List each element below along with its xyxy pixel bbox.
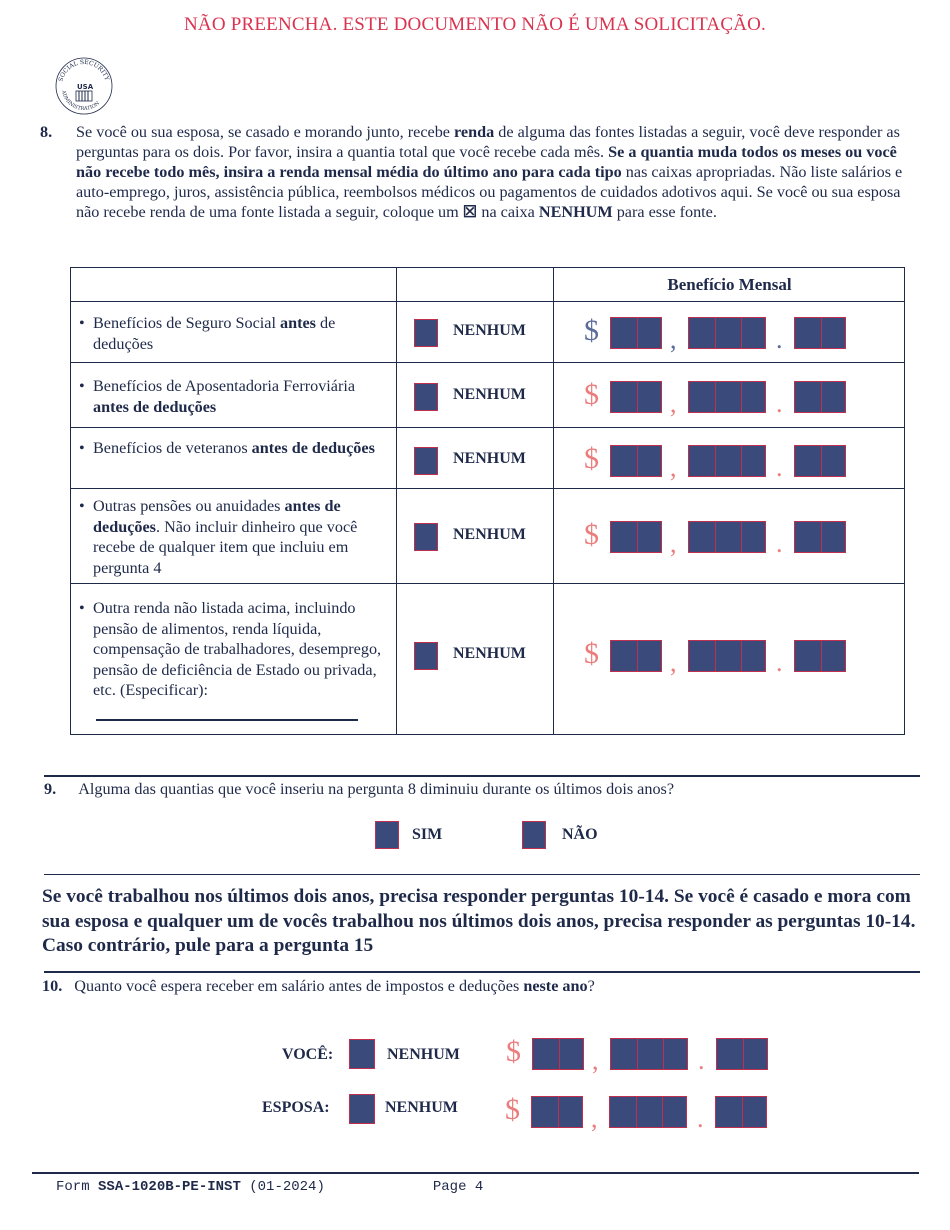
svg-text:USA: USA — [77, 83, 94, 91]
question-8-text: Se você ou sua esposa, se casado e morando junto, recebe renda de alguma das fontes listadas a seguir, você deve responder as perguntas para os dois. Por favor, insira a quantia total que você recebe cada mês. Se a quantia muda todos os meses ou você não recebe todo mês, insira a renda mensal média do último ano para cada tipo nas caixas apropriadas. Não liste salários e auto-emprego, juros, assistência pública, reembolsos médicos ou pagamentos de cuidados adotivos aqui. Se você ou sua esposa não recebe renda de uma fonte listada a seguir, coloque um ☒ na caixa NENHUM para esse fonte. — [76, 123, 903, 221]
decimal-separator: . — [776, 389, 783, 418]
decimal-separator: . — [776, 529, 783, 558]
amount-cents-input[interactable] — [794, 381, 846, 413]
amount-thousands-input[interactable] — [610, 521, 662, 553]
question-9 — [44, 780, 674, 799]
you-none-label: NENHUM — [387, 1046, 460, 1063]
ssa-seal-logo — [54, 56, 114, 116]
amount-hundreds-input[interactable] — [688, 640, 766, 672]
amount-hundreds-input[interactable] — [610, 1038, 688, 1070]
comma-separator: , — [592, 1046, 599, 1075]
dollar-sign: $ — [584, 314, 599, 347]
form-id: SSA-1020B-PE-INST — [98, 1179, 241, 1195]
row-label-other-income: • Outra renda não listada acima, incluindo pensão de alimentos, renda líquida, compensação de trabalhadores, desemprego, pensão de deficiência de Estado ou privada, etc. (Especificar): — [79, 599, 382, 699]
amount-hundreds-input[interactable] — [688, 317, 766, 349]
row-label-other-pensions: • Outras pensões ou anuidades antes de deduções. Não incluir dinheiro que você recebe de qualquer item que incluiu em pergunta 4 — [79, 497, 358, 577]
warning-banner: NÃO PREENCHA. ESTE DOCUMENTO NÃO É UMA SOLICITAÇÃO. — [183, 14, 767, 35]
decimal-separator: . — [698, 1046, 705, 1075]
comma-separator: , — [670, 389, 677, 418]
none-label: NENHUM — [453, 322, 526, 339]
amount-hundreds-input[interactable] — [609, 1096, 687, 1128]
question-number: 10. — [42, 977, 63, 995]
footer: Form SSA-1020B-PE-INST (01-2024) Page 4 — [56, 1179, 484, 1195]
none-checkbox[interactable] — [414, 383, 438, 411]
amount-cents-input[interactable] — [794, 445, 846, 477]
none-label: NENHUM — [453, 450, 526, 467]
amount-cents-input[interactable] — [716, 1038, 768, 1070]
row-label-railroad: • Benefícios de Aposentadoria Ferroviária antes de deduções — [79, 377, 356, 416]
amount-hundreds-input[interactable] — [688, 521, 766, 553]
amount-thousands-input[interactable] — [610, 640, 662, 672]
comma-separator: , — [670, 325, 677, 354]
specify-line[interactable] — [96, 719, 358, 721]
amount-thousands-input[interactable] — [610, 381, 662, 413]
amount-thousands-input[interactable] — [532, 1038, 584, 1070]
spouse-none-checkbox[interactable] — [349, 1094, 375, 1124]
comma-separator: , — [591, 1104, 598, 1133]
amount-cents-input[interactable] — [794, 640, 846, 672]
decimal-separator: . — [776, 648, 783, 677]
dollar-sign: $ — [506, 1035, 521, 1068]
none-label: NENHUM — [453, 526, 526, 543]
instruction-text: Se você trabalhou nos últimos dois anos, precisa responder perguntas 10-14. Se você é casado e mora com sua esposa e qualquer um de vocês trabalhou nos últimos dois anos, precisa responder as perguntas 10-14. Caso contrário, pule para a pergunta 15 — [42, 886, 916, 956]
question-number: 8. — [40, 123, 53, 141]
question-9-text: Alguma das quantias que você inseriu na pergunta 8 diminuiu durante os últimos dois anos? — [78, 780, 675, 798]
dollar-sign: $ — [584, 442, 599, 475]
spouse-label: ESPOSA: — [262, 1099, 330, 1116]
sim-label: SIM — [412, 826, 443, 843]
spouse-none-label: NENHUM — [385, 1099, 458, 1116]
decimal-separator: . — [776, 453, 783, 482]
amount-hundreds-input[interactable] — [688, 445, 766, 477]
amount-thousands-input[interactable] — [610, 445, 662, 477]
page-number: Page 4 — [432, 1179, 484, 1195]
question-10-text: Quanto você espera receber em salário antes de impostos e deduções neste ano? — [74, 977, 595, 995]
comma-separator: , — [670, 453, 677, 482]
amount-cents-input[interactable] — [715, 1096, 767, 1128]
decimal-separator: . — [776, 325, 783, 354]
table-header-monthly-benefit: Benefício Mensal — [667, 275, 792, 294]
dollar-sign: $ — [584, 637, 599, 670]
amount-cents-input[interactable] — [794, 317, 846, 349]
question-10 — [42, 977, 595, 996]
dollar-sign: $ — [505, 1093, 520, 1126]
checkbox-x-icon: ☒ — [462, 203, 478, 221]
svg-text:ADMINISTRATION: ADMINISTRATION — [60, 89, 101, 113]
you-none-checkbox[interactable] — [349, 1039, 375, 1069]
row-label-social-security: • Benefícios de Seguro Social antes de deduções — [79, 314, 336, 353]
amount-hundreds-input[interactable] — [688, 381, 766, 413]
dollar-sign: $ — [584, 378, 599, 411]
none-label: NENHUM — [453, 386, 526, 403]
nao-checkbox[interactable] — [522, 821, 546, 849]
you-label: VOCÊ: — [282, 1046, 334, 1063]
amount-cents-input[interactable] — [794, 521, 846, 553]
comma-separator: , — [670, 648, 677, 677]
none-checkbox[interactable] — [414, 642, 438, 670]
svg-text:SOCIAL SECURITY: SOCIAL SECURITY — [57, 58, 111, 83]
sim-checkbox[interactable] — [375, 821, 399, 849]
decimal-separator: . — [697, 1104, 704, 1133]
question-number: 9. — [44, 780, 57, 798]
amount-thousands-input[interactable] — [610, 317, 662, 349]
none-checkbox[interactable] — [414, 523, 438, 551]
comma-separator: , — [670, 529, 677, 558]
none-checkbox[interactable] — [414, 319, 438, 347]
dollar-sign: $ — [584, 518, 599, 551]
amount-thousands-input[interactable] — [531, 1096, 583, 1128]
row-label-veterans: • Benefícios de veteranos antes de deduções — [79, 439, 375, 457]
none-checkbox[interactable] — [414, 447, 438, 475]
question-8 — [40, 122, 910, 222]
nao-label: NÃO — [562, 826, 598, 843]
none-label: NENHUM — [453, 645, 526, 662]
